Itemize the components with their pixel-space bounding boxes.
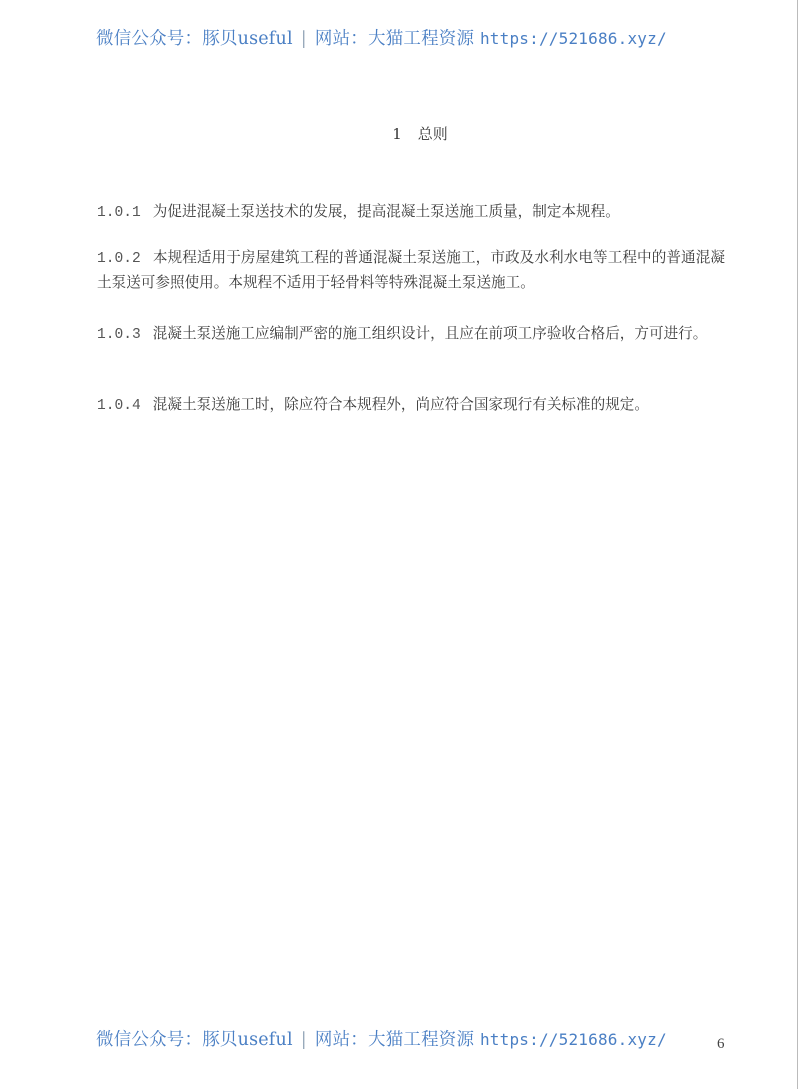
clause-number: 1.0.4 [97, 398, 141, 414]
clause-text: 混凝土泵送施工时，除应符合本规程外，尚应符合国家现行有关标准的规定。 [152, 396, 649, 413]
chapter-number: 1 [392, 125, 402, 143]
chapter-title [0, 123, 800, 144]
clause-text: 本规程适用于房屋建筑工程的普通混凝土泵送施工，市政及水利水电等工程中的普通混凝土泵送可参照使用。本规程不适用于轻骨料等特殊混凝土泵送施工。 [97, 249, 725, 291]
separator: | [300, 29, 307, 49]
chapter-name: 总则 [417, 125, 448, 143]
clause [97, 200, 725, 225]
clause-number: 1.0.1 [97, 205, 141, 221]
clause-text: 为促进混凝土泵送技术的发展，提高混凝土泵送施工质量，制定本规程。 [152, 203, 620, 220]
site-text: 网站：大猫工程资源 [314, 29, 475, 49]
site-text: 网站：大猫工程资源 [314, 1030, 475, 1050]
clause-text: 混凝土泵送施工应编制严密的施工组织设计，且应在前项工序验收合格后，方可进行。 [152, 325, 708, 342]
separator: | [300, 1030, 307, 1050]
clause [97, 322, 725, 347]
clause [97, 393, 725, 418]
header-watermark [96, 25, 667, 50]
page-number: 6 [717, 1036, 725, 1052]
wechat-text: 微信公众号：豚贝useful [96, 29, 293, 49]
clause-number: 1.0.3 [97, 327, 141, 343]
clause-number: 1.0.2 [97, 251, 141, 267]
clause [97, 246, 725, 295]
site-url[interactable]: https://521686.xyz/ [479, 29, 667, 48]
footer-watermark [96, 1026, 667, 1051]
page-edge [797, 0, 798, 1089]
site-url[interactable]: https://521686.xyz/ [479, 1030, 667, 1049]
wechat-text: 微信公众号：豚贝useful [96, 1030, 293, 1050]
